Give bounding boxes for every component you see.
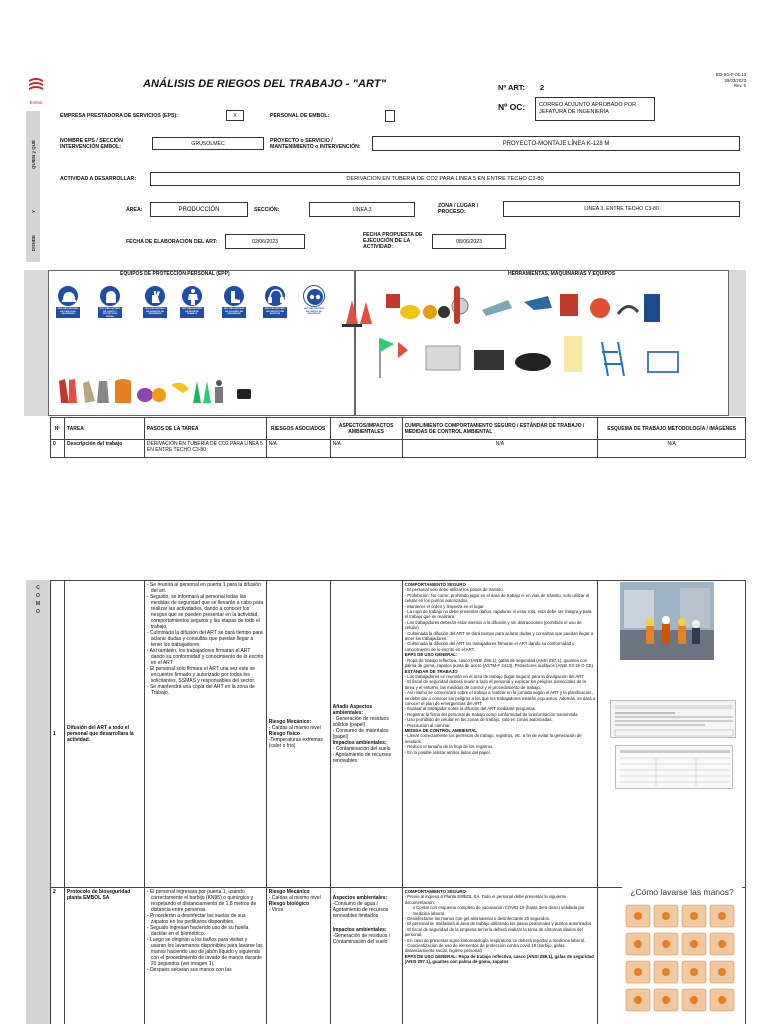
col-pasos: PASOS DE LA TAREA xyxy=(144,418,266,440)
handwash-poster-title: ¿Cómo lavarse las manos? xyxy=(630,887,734,897)
gloves-sign-icon: USO OBLIGATORIO DE GUANTES DE SEGURIDAD xyxy=(143,284,167,320)
oc-number-value[interactable]: CORREO ADJUNTO APROBADO POR JEFATURA DE INGENIERÍA xyxy=(535,97,655,121)
sidebar-y xyxy=(26,199,40,224)
row0-esquema: N/A xyxy=(598,440,746,458)
row0-n: 0 xyxy=(51,440,65,458)
art-number-value: 2 xyxy=(540,83,545,92)
col-esquema: ESQUEMA DE TRABAJO METODOLOGÍA / IMÁGENES xyxy=(598,418,746,440)
proyecto-label: PROYECTO o SERVICIO / MANTENIMIENTO o INTERVENCIÓN: xyxy=(270,138,361,150)
row1-tarea: Difusión del ART a todo el personal que desarrollara la actividad. xyxy=(64,581,144,888)
tools-illustration xyxy=(338,282,738,382)
area-label: ÁREA: xyxy=(126,207,143,213)
art-table-header xyxy=(50,417,746,458)
row2-riesgos: Riesgo Mecánico - Caídas al mismo nivel Riesgo biológico - Virus xyxy=(266,888,330,1024)
page-title: ANÁLISIS DE RIEGOS DEL TRABAJO - "ART" xyxy=(143,78,387,90)
proyecto-value[interactable]: PROYECTO-MONTAJE LÍNEA K-128 M xyxy=(372,136,740,151)
embol-logo xyxy=(26,76,46,105)
row0-pasos: DERIVACIÓN EN TUBERÍA DE CO2 PARA LÍNEA 5 EN ENTRE TECHO C3-80 xyxy=(144,440,266,458)
row2-tarea: Protocolo de bioseguridad planta EMBOL SA xyxy=(64,888,144,1024)
col-cumplimiento: CUMPLIMIENTO COMPORTAMIENTO SEGURO / ESTÁNDAR DE TRABAJO / MEDIDAS DE CONTROL AMBIENTAL xyxy=(402,418,598,440)
ear-protection-sign-icon: USO OBLIGATORIO DE PROTECCION AUDITIVA xyxy=(263,284,287,320)
oc-number-label: Nº OC: xyxy=(498,102,526,112)
fecha-prop-label: FECHA PROPUESTA DE EJECUCIÓN DE LA ACTIVIDAD: xyxy=(363,232,423,250)
workers-meeting-photo xyxy=(620,582,714,660)
row0-aspectos: N/A xyxy=(330,440,402,458)
sidebar-donde-label: DONDE xyxy=(30,234,36,252)
col-n: Nº xyxy=(51,418,65,440)
row1-n: 1 xyxy=(51,581,65,888)
fecha-label: FECHA DE ELABORACIÓN DEL ART: xyxy=(126,239,218,245)
doc-date: 29/03/2023 xyxy=(724,77,746,83)
epp-title: EQUIPOS DE PROTECCIÓN PERSONAL (EPP) xyxy=(120,271,230,277)
brand-name: Embol xyxy=(29,100,43,105)
doc-code: BO-SG-F-01.13 xyxy=(715,72,746,77)
zona-value[interactable]: LÍNEA 3, ENTRE TECHO C3-80 xyxy=(503,201,740,217)
personal-label: PERSONAL DE EMBOL: xyxy=(270,113,330,119)
row2-n: 2 xyxy=(51,888,65,1024)
empresa-checkbox[interactable]: X xyxy=(226,110,244,121)
sidebar-donde xyxy=(26,224,40,262)
row2-pasos: - El personal ingresara por puerta 1, usando correctamente el barbijo (KN95) o quirúrgico y respetando el distanciamiento de 1,8 metros de distancia entre personas. - Procederán a desinfectar las suelas de sus zapatos en los pediluvios disponibles. - Seguido ingresan haciendo uso de su huella dactilar en el biométrico. - Luego se dirigirán a los baños para visitas y usaran los lavamanos disponibles para lavarse las manos haciendo uso de jabón líquido y siguiendo con el procedimiento de lavado de manos durante 20 segundos (ver imagen 1). - Después secaran sus manos con las xyxy=(144,888,266,1024)
row2-cumplimiento: COMPORTAMIENTO SEGURO - Previo al ingreso a Planta EMBOL SA. Todo el personal debe presentar la siguiente documentación: o Contar con esquema completo de vacunación COVID 19 (hasta 3era dosis) validado por medicina laboral. - Desinfectarse las manos con gel antimaterial o desinfectante 20 segundos. - El personal se trasladará al área de trabajo utilizando los pasos peatonales y puntos autorizados. - El fiscal de seguridad de la empresa tercería deberá realizar la toma de síntomas diarios del personal. - En caso de presentar signo sintomatología respiratoria se deberá reportar a medicina laboral. - Concientización de uso de elementos de protección contra covid 19 (barbijo, gafas, distanciamiento social, higiene personal) EPPS DE USO GENERAL: Ropa de trabajo reflectiva, casco (ANSI Z89.1), gafas de seguridad (ANSI Z87.1), guantes con palma de goma, zapatos xyxy=(402,888,598,1024)
boots-sign-icon: USO OBLIGATORIO DE CALZADO DE SEGURIDAD xyxy=(222,284,246,320)
sidebar-y-label: Y xyxy=(30,209,36,213)
col-tarea: TAREA xyxy=(64,418,144,440)
tools-title: HERRAMIENTAS, MAQUINARIAS Y EQUIPOS xyxy=(508,271,616,277)
fecha-prop-value[interactable]: 08/06/2023 xyxy=(432,234,506,249)
row1-cumplimiento: COMPORTAMIENTO SEGURO - El personal solo debe utilizar los pasos de transito - Prohibición: No correr, prohibido jugar en el área de trabajo ni en vías de tránsito, solo utilizar el celular en los puntos autorizados. - Mantener el orden y limpieza en el lugar - La ropa de trabajo no debe presentar daños, rajaduras ni estar rota, esta debe ser íntegra y para el trabajo que se realizara. - Los trabajadores deberán estar atentos a la difusión y sin distracciones (prohibido el uso de celular). - Culminada la difusión del ART se dará tiempo para aclarar dudas y consultas que puedan llegar a tener los trabajadores. - Culminada la difusión del ART los trabajadores firmaran el ART dando su conformidad y conocimiento de lo escrito en el ART. EPPS DE USO GENERAL: - Ropa de trabajo reflectiva, casco (ANSI Z89.1), gafas de seguridad (ANSI Z87.1), guantes con palma de goma, zapatos punta de acero (ASTM-F 2413), Protectores auditivos (ANSI S3.19 O CE). ESTÁNDAR DE TRABAJO - Los trabajadores se reunirán en el área de trabajo (lugar seguro) para la divulgación del ART. - El fiscal de seguridad deberá reunir a todo el personal y explicar los peligros potenciales de la tarea y el entorno, las medidas de control y el procedimiento de trabajo. - Así mismo se comunicará sobre el trabajo a realizar en la jornada según el ART y la planificación, se debe dar a conocer los peligros a los que los trabajadores estarán expuestos. Además, se dará a conocer el plan de emergencias del ART. - Evaluar al trabajador sobre la difusión del ART mediante preguntas. - Registrar la firma del personal de trabajo como conformidad de la información transmitida - Uso prohibido de celular en las zonas de trabajo, solo en zonas autorizadas. - Precaución al caminar. MEDIDA DE CONTROL AMBIENTAL - Llenar correctamente los permisos de trabajo, registros, etc. a fin de evitar la generación de residuos. - Reducir el tamaño de la hoja de los registros. - En lo posible utilizar ambos lados del papel. xyxy=(402,581,598,888)
personal-checkbox[interactable] xyxy=(385,110,395,122)
area-value[interactable]: PRODUCCIÓN xyxy=(150,202,248,217)
sidebar-como xyxy=(26,580,50,1024)
col-aspectos: ASPECTOS/IMPACTOS AMBIENTALES xyxy=(330,418,402,440)
sidebar-quien-label: QUIEN y QUÉ xyxy=(30,140,36,170)
zona-label: ZONA / LUGAR / PROCESO: xyxy=(438,203,479,215)
table-row xyxy=(51,440,746,458)
row0-cumplimiento: N/A xyxy=(402,440,598,458)
actividad-label: ACTIVIDAD A DESARROLLAR: xyxy=(60,176,136,182)
empresa-label: EMPRESA PRESTADORA DE SERVICIOS (EPS): xyxy=(60,113,178,119)
ppe-items-illustration xyxy=(55,375,255,407)
safety-glasses-sign-icon: USO OBLIGATORIO DE LENTES DE SEGURIDAD xyxy=(302,284,326,320)
seccion-value[interactable]: LÍNEA 3 xyxy=(309,202,415,217)
col-riesgos: RIESGOS ASOCIADOS xyxy=(266,418,330,440)
nombre-value[interactable]: GRUSOLMEC xyxy=(152,137,264,150)
actividad-value[interactable]: DERIVACION EN TUBERIA DE CO2 PARA LINEA 5 EN ENTRE TECHO C3-80 xyxy=(150,172,740,186)
handwash-poster xyxy=(622,887,742,1017)
nombre-label: NOMBRE EPS / SECCIÓN INTERVENCIÓN EMBOL: xyxy=(60,138,123,150)
art-number-label: Nº ART: xyxy=(498,83,526,92)
row1-riesgos: Riesgo Mecánico: - Caídas al mismo nivel Riesgo físico -Temperaturas extremas (calor o frio) xyxy=(266,581,330,888)
sidebar-como-label: C O M O xyxy=(35,585,41,615)
row1-pasos: - Se reunirá al personal en puerta 1 para la difusión del art. - Seguido, se informará al personal todas las medidas de seguridad que se llevarán a cabo para realizar las actividades, dando a conocer los riesgos que se pueden presentar en la actividad, comportamientos seguros y las etapas de todo el trabajo. - Culminada la difusión del ART se dará tiempo para aclarar dudas y consultas que puedan llegar a tener los trabajadores. - Así también, los trabajadores firmaran el ART dando su conformidad y conocimiento de lo escrito en el ART - El personal solo firmara el ART una vez este se encuentre firmado y autorizado por todos los solicitantes, SSMAS y responsables del sector. - Se mantendrá una copia del ART en la zona de Trabajo. xyxy=(144,581,266,888)
fecha-value[interactable]: 02/06/2023 xyxy=(225,234,305,249)
sidebar-quien xyxy=(26,111,40,199)
doc-code-block xyxy=(690,72,746,89)
seccion-label: SECCIÓN: xyxy=(254,207,280,213)
face-shield-sign-icon: USO OBLIGATORIO DE CASCO Y PROTECCION FACIAL xyxy=(98,284,122,320)
workwear-sign-icon: USO OBLIGATORIO DE ROPA DE TRABAJO xyxy=(180,284,204,320)
row1-aspectos: Añadir Aspectos ambientales: - Generación de residuos sólidos (papel) - Consumo de materiales (papel) Impactos ambientales: - Contaminación del suelo - Agotamiento de recursos renovables xyxy=(330,581,402,888)
signature-form-thumbnail xyxy=(615,745,733,789)
row2-aspectos: Aspectos ambientales: -Consumo de agua / Agotamiento de recursos renovables limitados Impactos ambientales: -Generación de residuos / Contaminación del suelo xyxy=(330,888,402,1024)
art-form-thumbnail xyxy=(610,700,736,738)
doc-rev: Rev. 5 xyxy=(733,83,746,88)
row0-tarea: Descripción del trabajo xyxy=(64,440,144,458)
row0-riesgos: N/A xyxy=(266,440,330,458)
helmet-sign-icon: USO OBLIGATORIO DE CASCO DE SEGURIDAD xyxy=(56,284,80,320)
